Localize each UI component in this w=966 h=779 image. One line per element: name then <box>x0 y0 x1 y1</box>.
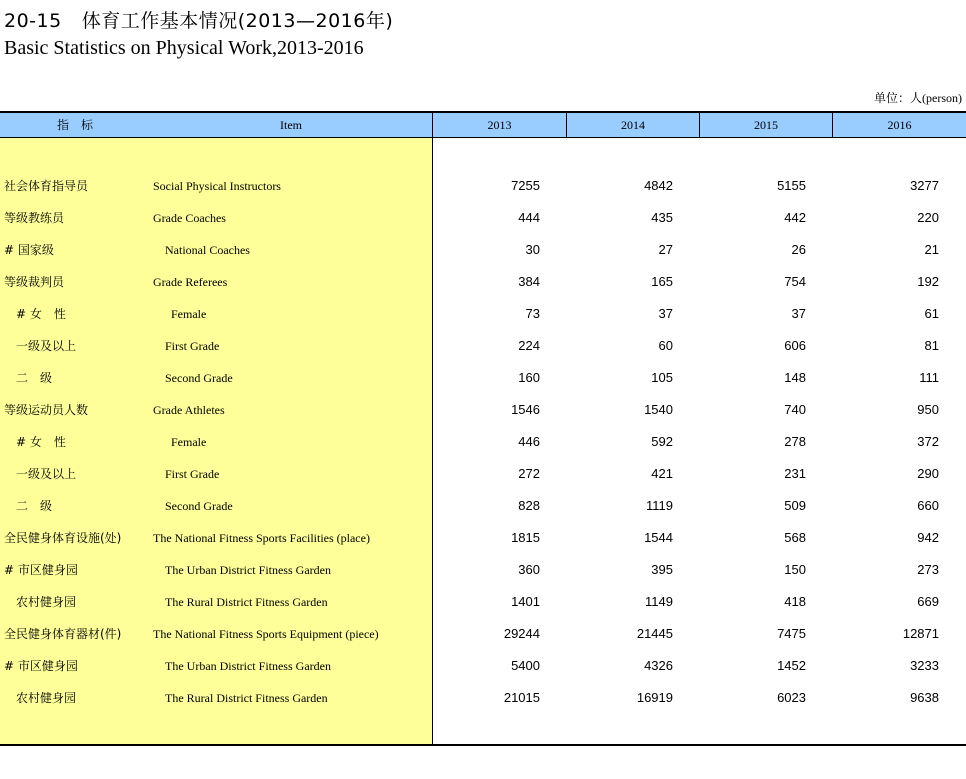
row-label-cn: # 市区健身园 <box>4 563 78 577</box>
row-label-en: First Grade <box>165 339 220 353</box>
cell-value-2015: 442 <box>784 210 806 225</box>
row-label-en: The Urban District Fitness Garden <box>165 659 331 673</box>
cell-value-2016: 9638 <box>910 690 939 705</box>
cell-value-2013: 384 <box>518 274 540 289</box>
header-item: Item <box>280 118 302 132</box>
row-label-en: Grade Coaches <box>153 211 226 225</box>
table-row <box>0 298 966 330</box>
table-row <box>0 682 966 714</box>
title-cn-text: 体育工作基本情况(2013—2016年) <box>81 10 394 32</box>
cell-value-2015: 7475 <box>777 626 806 641</box>
cell-value-2015: 231 <box>784 466 806 481</box>
cell-value-2015: 1452 <box>777 658 806 673</box>
row-label-en: The National Fitness Sports Facilities (place) <box>153 531 370 545</box>
row-label-en: Female <box>171 435 207 449</box>
cell-value-2015: 26 <box>791 242 806 257</box>
cell-value-2014: 1149 <box>645 594 673 609</box>
cell-value-2015: 6023 <box>777 690 806 705</box>
cell-value-2016: 12871 <box>902 626 939 641</box>
row-label-cn: 社会体育指导员 <box>4 179 89 193</box>
cell-value-2014: 16919 <box>636 690 673 705</box>
cell-value-2014: 105 <box>651 370 673 385</box>
cell-value-2014: 4842 <box>644 178 673 193</box>
row-label-en: First Grade <box>165 467 220 481</box>
cell-value-2013: 828 <box>518 498 540 513</box>
row-label-cn: 二 级 <box>16 371 53 385</box>
cell-value-2013: 1546 <box>511 402 540 417</box>
table-row <box>0 170 966 202</box>
row-label-cn: # 市区健身园 <box>4 659 78 673</box>
row-label-en: The Rural District Fitness Garden <box>165 595 328 609</box>
cell-value-2015: 568 <box>784 530 806 545</box>
cell-value-2014: 421 <box>651 466 673 481</box>
table-row <box>0 330 966 362</box>
unit-cn: 单位：人 <box>874 91 923 105</box>
header-year: 2016 <box>832 113 966 138</box>
row-label-cn: 农村健身园 <box>16 595 77 609</box>
row-label-cn: 等级裁判员 <box>4 275 65 289</box>
row-label-en: Social Physical Instructors <box>153 179 281 193</box>
cell-value-2015: 740 <box>784 402 806 417</box>
table-row <box>0 234 966 266</box>
cell-value-2014: 27 <box>658 242 673 257</box>
cell-value-2013: 444 <box>518 210 540 225</box>
row-label-cn: # 女 性 <box>16 435 66 449</box>
cell-value-2014: 592 <box>651 434 673 449</box>
header-year: 2015 <box>699 113 832 138</box>
row-label-cn: 全民健身体育设施(处) <box>4 531 122 545</box>
cell-value-2014: 395 <box>651 562 673 577</box>
row-label-en: Grade Athletes <box>153 403 225 417</box>
cell-value-2015: 37 <box>791 306 806 321</box>
row-label-cn: 农村健身园 <box>16 691 77 705</box>
row-label-cn: 等级教练员 <box>4 211 65 225</box>
cell-value-2013: 272 <box>518 466 540 481</box>
cell-value-2014: 165 <box>651 274 673 289</box>
unit-en: (person) <box>922 91 962 105</box>
cell-value-2013: 73 <box>525 306 540 321</box>
row-label-en: Second Grade <box>165 371 233 385</box>
cell-value-2016: 3277 <box>910 178 939 193</box>
cell-value-2015: 5155 <box>777 178 806 193</box>
cell-value-2015: 148 <box>784 370 806 385</box>
table-bottom-rule <box>0 744 966 746</box>
table-row <box>0 362 966 394</box>
table-row <box>0 586 966 618</box>
cell-value-2016: 81 <box>924 338 939 353</box>
cell-value-2014: 435 <box>651 210 673 225</box>
header-year: 2014 <box>566 113 699 138</box>
cell-value-2016: 290 <box>917 466 939 481</box>
row-label-en: The Rural District Fitness Garden <box>165 691 328 705</box>
cell-value-2013: 29244 <box>503 626 540 641</box>
cell-value-2014: 21445 <box>636 626 673 641</box>
cell-value-2014: 1540 <box>644 402 673 417</box>
cell-value-2013: 1815 <box>511 530 540 545</box>
row-label-cn: 二 级 <box>16 499 53 513</box>
cell-value-2013: 446 <box>518 434 540 449</box>
cell-value-2015: 278 <box>784 434 806 449</box>
cell-value-2013: 1401 <box>511 594 540 609</box>
table-row <box>0 458 966 490</box>
table-row <box>0 522 966 554</box>
cell-value-2016: 21 <box>924 242 939 257</box>
cell-value-2013: 21015 <box>503 690 540 705</box>
cell-value-2016: 669 <box>917 594 939 609</box>
table-row <box>0 394 966 426</box>
cell-value-2015: 606 <box>784 338 806 353</box>
cell-value-2016: 372 <box>917 434 939 449</box>
table-row <box>0 266 966 298</box>
cell-value-2013: 30 <box>525 242 540 257</box>
cell-value-2015: 150 <box>784 562 806 577</box>
table-header <box>0 111 966 138</box>
row-label-cn: # 女 性 <box>16 307 66 321</box>
cell-value-2016: 950 <box>917 402 939 417</box>
header-year: 2013 <box>432 113 566 138</box>
table-row <box>0 202 966 234</box>
cell-value-2014: 1119 <box>646 498 673 513</box>
row-label-en: The Urban District Fitness Garden <box>165 563 331 577</box>
page-title-en: Basic Statistics on Physical Work,2013-2016 <box>4 37 364 59</box>
cell-value-2013: 360 <box>518 562 540 577</box>
cell-value-2016: 192 <box>917 274 939 289</box>
row-label-cn: # 国家级 <box>4 243 54 257</box>
cell-value-2016: 3233 <box>910 658 939 673</box>
table-row <box>0 554 966 586</box>
cell-value-2013: 5400 <box>511 658 540 673</box>
cell-value-2016: 61 <box>924 306 939 321</box>
table-row <box>0 618 966 650</box>
table-row <box>0 650 966 682</box>
row-label-cn: 等级运动员人数 <box>4 403 89 417</box>
cell-value-2013: 224 <box>518 338 540 353</box>
cell-value-2013: 7255 <box>511 178 540 193</box>
row-label-en: Female <box>171 307 207 321</box>
cell-value-2016: 273 <box>917 562 939 577</box>
cell-value-2016: 111 <box>919 370 939 385</box>
cell-value-2015: 509 <box>784 498 806 513</box>
cell-value-2016: 942 <box>917 530 939 545</box>
cell-value-2015: 754 <box>784 274 806 289</box>
row-label-cn: 一级及以上 <box>16 467 77 481</box>
row-label-en: The National Fitness Sports Equipment (piece) <box>153 627 379 641</box>
page-title-cn <box>4 6 393 33</box>
table-row <box>0 426 966 458</box>
header-indicator: 指 标 <box>56 118 93 132</box>
cell-value-2016: 220 <box>917 210 939 225</box>
row-label-en: Grade Referees <box>153 275 228 289</box>
unit-label <box>874 89 962 106</box>
cell-value-2014: 4326 <box>644 658 673 673</box>
cell-value-2016: 660 <box>917 498 939 513</box>
cell-value-2014: 37 <box>658 306 673 321</box>
row-label-en: National Coaches <box>165 243 250 257</box>
table-row <box>0 490 966 522</box>
cell-value-2015: 418 <box>784 594 806 609</box>
row-label-cn: 一级及以上 <box>16 339 77 353</box>
cell-value-2014: 1544 <box>644 530 673 545</box>
row-label-cn: 全民健身体育器材(件) <box>4 627 122 641</box>
table-number: 20-15 <box>4 10 62 32</box>
row-label-en: Second Grade <box>165 499 233 513</box>
cell-value-2014: 60 <box>658 338 673 353</box>
cell-value-2013: 160 <box>518 370 540 385</box>
